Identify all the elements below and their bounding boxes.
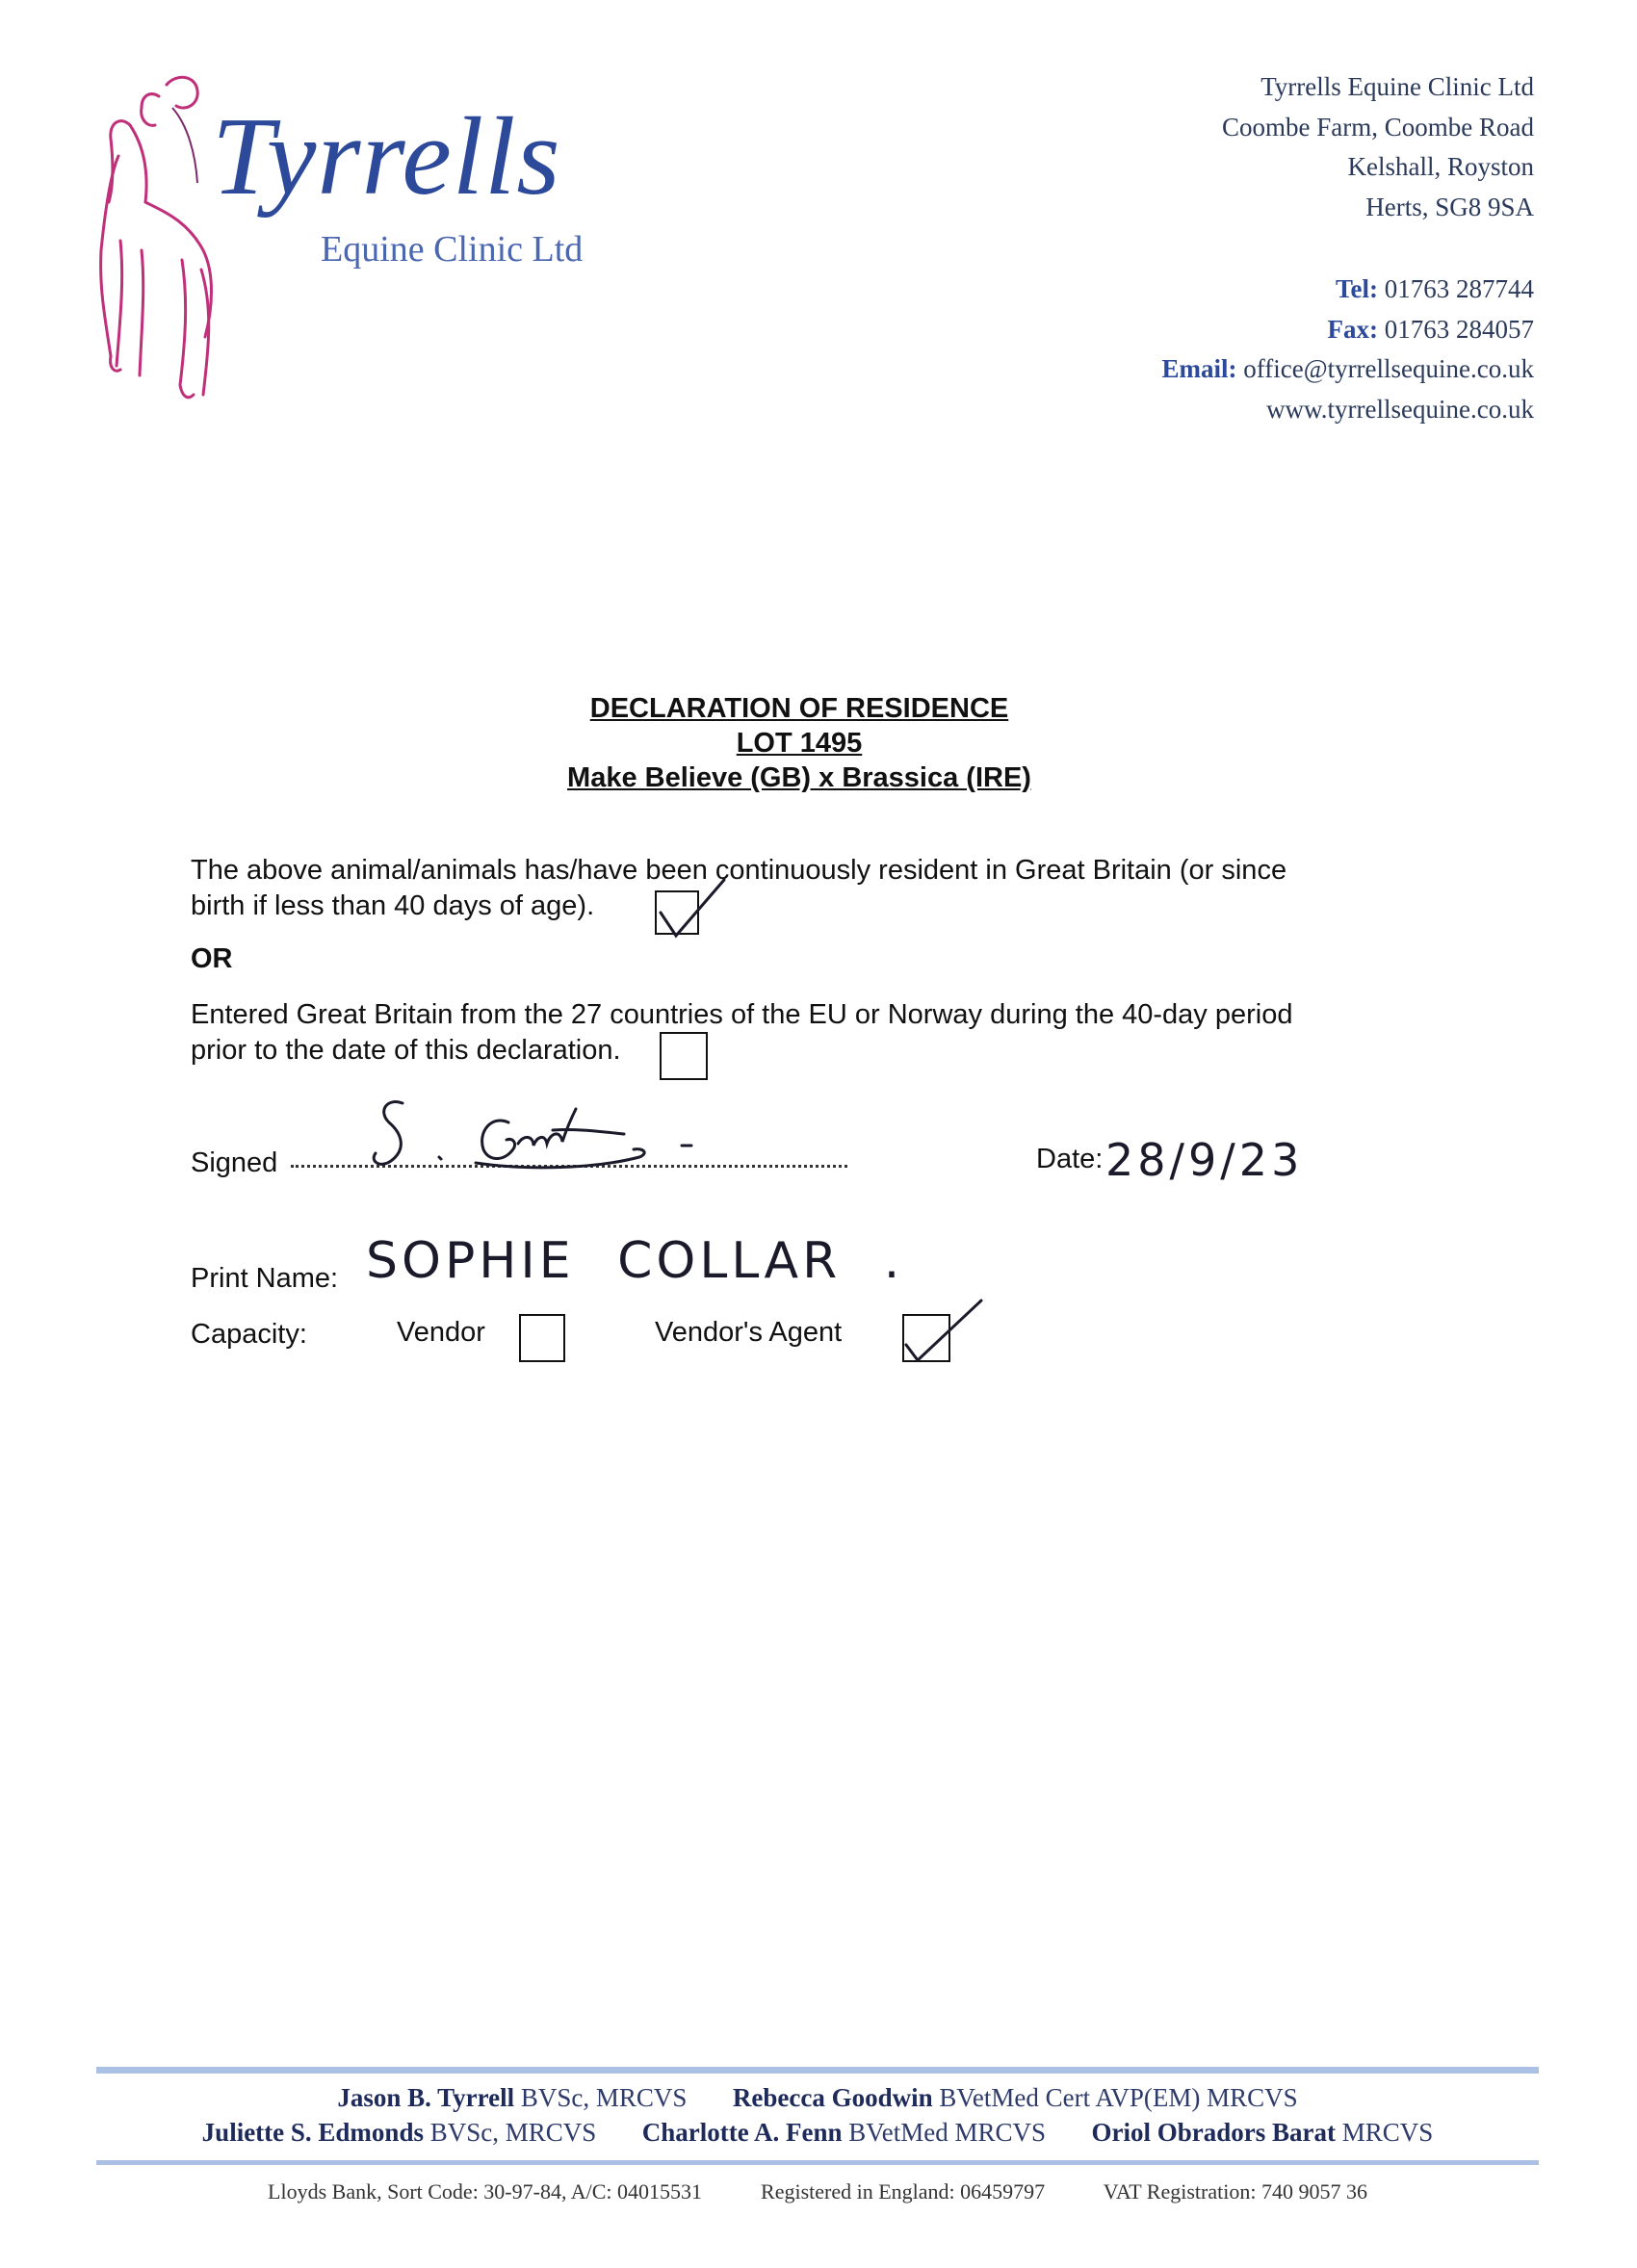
fax-label: Fax: [1327, 314, 1378, 344]
option-text-line: Entered Great Britain from the 27 countries of the EU or Norway during the 40-day period [191, 999, 1293, 1030]
capacity-label: Capacity: [191, 1319, 307, 1350]
footer-divider-top [96, 2067, 1539, 2074]
tel-label: Tel: [1335, 274, 1378, 303]
horse-pedigree: Make Believe (GB) x Brassica (IRE) [567, 762, 1031, 793]
signed-label: Signed [191, 1147, 278, 1178]
vet-qualifications: MRCVS [1341, 2118, 1434, 2147]
checkmark-icon [900, 1295, 987, 1372]
vet-name: Rebecca Goodwin [732, 2083, 933, 2112]
website: www.tyrrellsequine.co.uk [1266, 394, 1534, 424]
vat-number: VAT Registration: 740 9057 36 [1103, 2179, 1367, 2204]
print-name-label: Print Name: [191, 1263, 339, 1294]
vets-row [96, 2118, 1539, 2148]
clinic-contact [1033, 270, 1534, 429]
brand-subtitle: Equine Clinic Ltd [321, 229, 584, 270]
or-label: OR [191, 943, 233, 974]
vet-qualifications: BVetMed Cert AVP(EM) MRCVS [939, 2083, 1298, 2112]
option-resident-text [191, 853, 1394, 924]
vet-name: Jason B. Tyrrell [337, 2083, 515, 2112]
option-text-line: The above animal/animals has/have been continuously resident in Great Britain (or since [191, 855, 1287, 886]
vendor-agent-label: Vendor's Agent [655, 1317, 843, 1348]
option-text-line: prior to the date of this declaration. [191, 1035, 621, 1066]
option-text-line: birth if less than 40 days of age). [191, 890, 595, 921]
clinic-address [1033, 67, 1534, 227]
print-name-value[interactable]: SOPHIE COLLAR . [366, 1232, 904, 1290]
fax-value: 01763 284057 [1384, 314, 1534, 344]
vet-qualifications: BVSc, MRCVS [429, 2118, 597, 2147]
option-entered-checkbox[interactable] [660, 1032, 708, 1080]
lot-number: LOT 1495 [736, 728, 863, 759]
company-number: Registered in England: 06459797 [761, 2179, 1046, 2204]
footer-divider-bottom [96, 2160, 1539, 2165]
vendor-label: Vendor [397, 1317, 485, 1348]
vet-qualifications: BVetMed MRCVS [848, 2118, 1047, 2147]
company-registration [96, 2179, 1539, 2204]
date-value[interactable]: 28/9/23 [1105, 1134, 1304, 1186]
vets-row [96, 2083, 1539, 2113]
option-entered-text [191, 997, 1394, 1069]
email-label: Email: [1161, 354, 1237, 383]
email-value: office@tyrrellsequine.co.uk [1243, 354, 1534, 383]
signature [364, 1090, 711, 1196]
horse-rider-icon [91, 67, 226, 424]
vendor-checkbox[interactable] [519, 1314, 565, 1362]
checkmark-icon [655, 876, 732, 943]
address-line: Coombe Farm, Coombe Road [1222, 112, 1534, 142]
vet-name: Oriol Obradors Barat [1091, 2118, 1337, 2147]
title-line: DECLARATION OF RESIDENCE [589, 693, 1009, 724]
vet-name: Juliette S. Edmonds [201, 2118, 424, 2147]
bank-details: Lloyds Bank, Sort Code: 30-97-84, A/C: 04015531 [268, 2179, 703, 2204]
address-line: Herts, SG8 9SA [1365, 192, 1534, 221]
tel-value: 01763 287744 [1384, 274, 1534, 303]
address-line: Kelshall, Royston [1347, 152, 1534, 181]
vet-qualifications: BVSc, MRCVS [520, 2083, 688, 2112]
vet-name: Charlotte A. Fenn [641, 2118, 843, 2147]
document-title [414, 691, 1184, 795]
brand-name: Tyrrells [212, 95, 561, 219]
address-line: Tyrrells Equine Clinic Ltd [1260, 72, 1534, 101]
date-label: Date: [1036, 1144, 1104, 1174]
